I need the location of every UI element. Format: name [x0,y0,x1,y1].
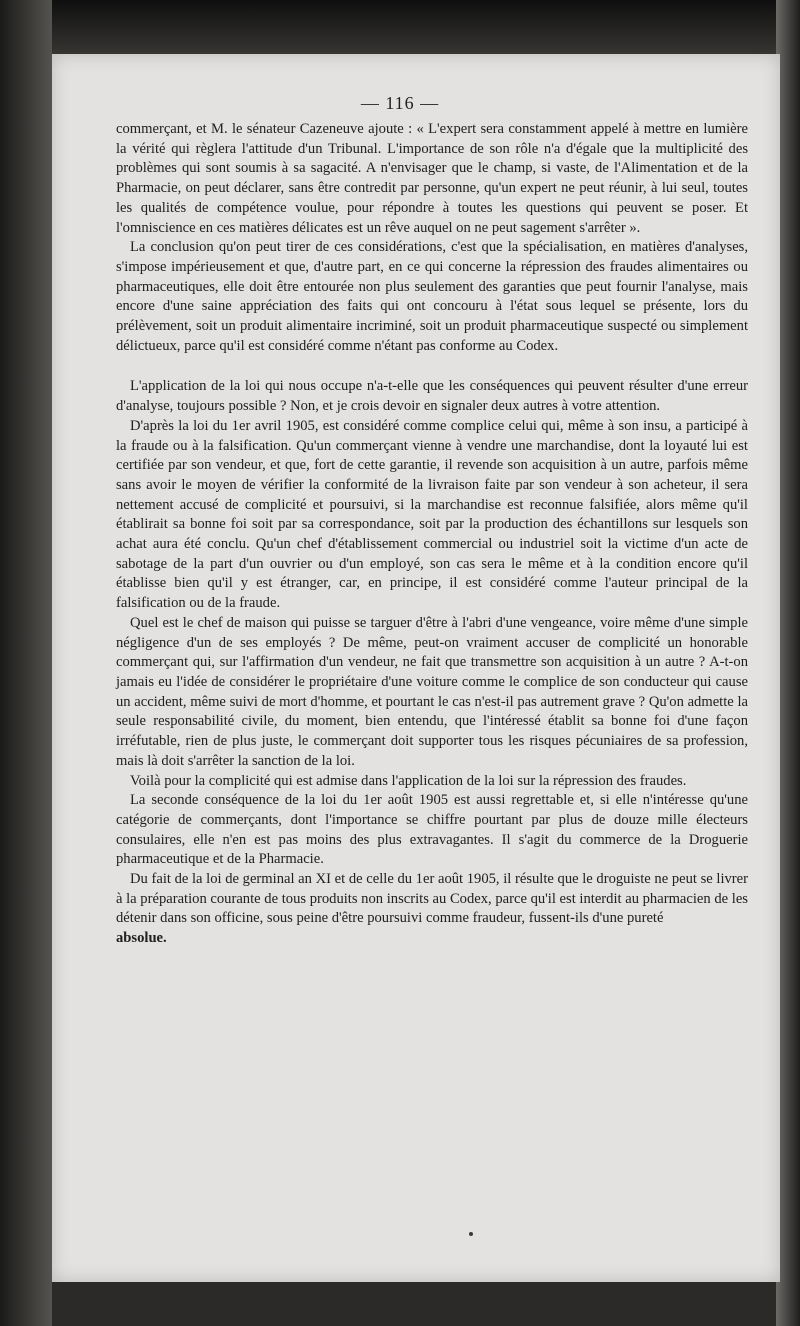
page-number: — 116 — [360,93,440,113]
paragraph-8-end: absolue. [116,930,167,947]
paragraph-8: Du fait de la loi de germinal an XI et de celle du 1er août 1905, il résulte que le droguiste ne peut se livrer à la préparation courante de tous produits non inscrits au Codex, parce qu'il est interdit au pharmacien de les détenir dans son officine, sous peine d'être poursuivi comme fraudeur, fussent-ils d'une pureté [116,871,748,927]
scan-border-left [0,0,52,1326]
scan-border-top [0,0,800,60]
paragraph-1: commerçant, et M. le sénateur Cazeneuve ajoute : « L'expert sera constamment appelé à mettre en lumière la vérité qui règlera l'attitude d'un Tribunal. L'importance de son rôle n'a d'égale que la multiplicité des problèmes qui sont soumis à sa sagacité. A n'envisager que le champ, si vaste, de l'Alimentation et de la Pharmacie, on peut déclarer, sans être contredit par personne, qu'un expert ne peut réunir, à lui seul, toutes les qualités de compétence voulue, pour répondre à toutes les questions qui peuvent se poser. Et l'omniscience en ces matières délicates est un rêve auquel on ne peut sagement s'arrêter ». [116,121,748,236]
body-text [116,120,748,949]
scan-speck [469,1232,473,1236]
paragraph-3: L'application de la loi qui nous occupe n'a-t-elle que les conséquences qui peuvent résulter d'une erreur d'analyse, toujours possible ? Non, et je crois devoir en signaler deux autres à votre attention. [116,378,748,415]
paragraph-6: Voilà pour la complicité qui est admise dans l'application de la loi sur la répression des fraudes. [130,772,687,789]
paragraph-7: La seconde conséquence de la loi du 1er août 1905 est aussi regrettable et, si elle n'intéresse qu'une catégorie de commerçants, dont l'importance se chiffre pourtant par plus de douze mille électeurs consulaires, elle n'en est pas moins des plus extravagantes. Il s'agit du commerce de la Droguerie pharmaceutique et de la Pharmacie. [116,792,748,868]
paragraph-2: La conclusion qu'on peut tirer de ces considérations, c'est que la spécialisation, en matières d'analyses, s'impose impérieusement et que, d'autre part, en ce qui concerne la répression des fraudes alimentaires ou pharmaceutiques, elle doit être entourée non plus seulement des garanties que peut fournir l'analyse, mais encore d'une saine appréciation des faits qui ont concouru à l'état sous lequel se présente, lors du prélèvement, soit un produit alimentaire incriminé, soit un produit pharmaceutique suspecté ou simplement délictueux, parce qu'il est considéré comme n'étant pas conforme au Codex. [116,239,748,354]
paragraph-5: Quel est le chef de maison qui puisse se targuer d'être à l'abri d'une vengeance, voire même d'une simple négligence d'un de ses employés ? De même, peut-on vraiment accuser de complicité un honorable commerçant qui, sur l'affirmation d'un vendeur, ne fait que transmettre son acquisition à un autre ? A-t-on jamais eu l'idée de considérer le propriétaire d'une voiture comme le complice de son conducteur qui cause un accident, même suivi de mort d'homme, et pourtant le cas n'est-il pas autrement grave ? Qu'on admette la seule responsabilité civile, du moment, bien entendu, que l'intéressé établit sa bonne foi d'une façon irréfutable, rien de plus juste, le commerçant doit supporter tous les risques pécuniaires de sa profession, mais là doit s'arrêter la sanction de la loi. [116,614,748,769]
paragraph-4: D'après la loi du 1er avril 1905, est considéré comme complice celui qui, même à son insu, a participé à la fraude ou à la falsification. Qu'un commerçant vienne à vendre une marchandise, dont la loyauté lui est certifiée par son vendeur, et que, fort de cette garantie, il revende son acquisition à un autre, parfois même sans avoir le moyen de vérifier la conformité de la livraison faite par son vendeur à son acheteur, il sera nettement accusé de complicité et poursuivi, si la marchandise est reconnue falsifiée, alors même qu'il établirait sa bonne foi soit par sa correspondance, soit par la production des échantillons sur lesquels son achat aura été conclu. Qu'un chef d'établissement commercial ou industriel soit la victime d'un acte de sabotage de la part d'un ouvrier ou d'un employé, son cas sera le même et à la condition encore qu'il établisse bien qu'il y est étranger, car, en principe, il est considéré comme l'auteur principal de la falsification ou de la fraude. [116,417,748,612]
